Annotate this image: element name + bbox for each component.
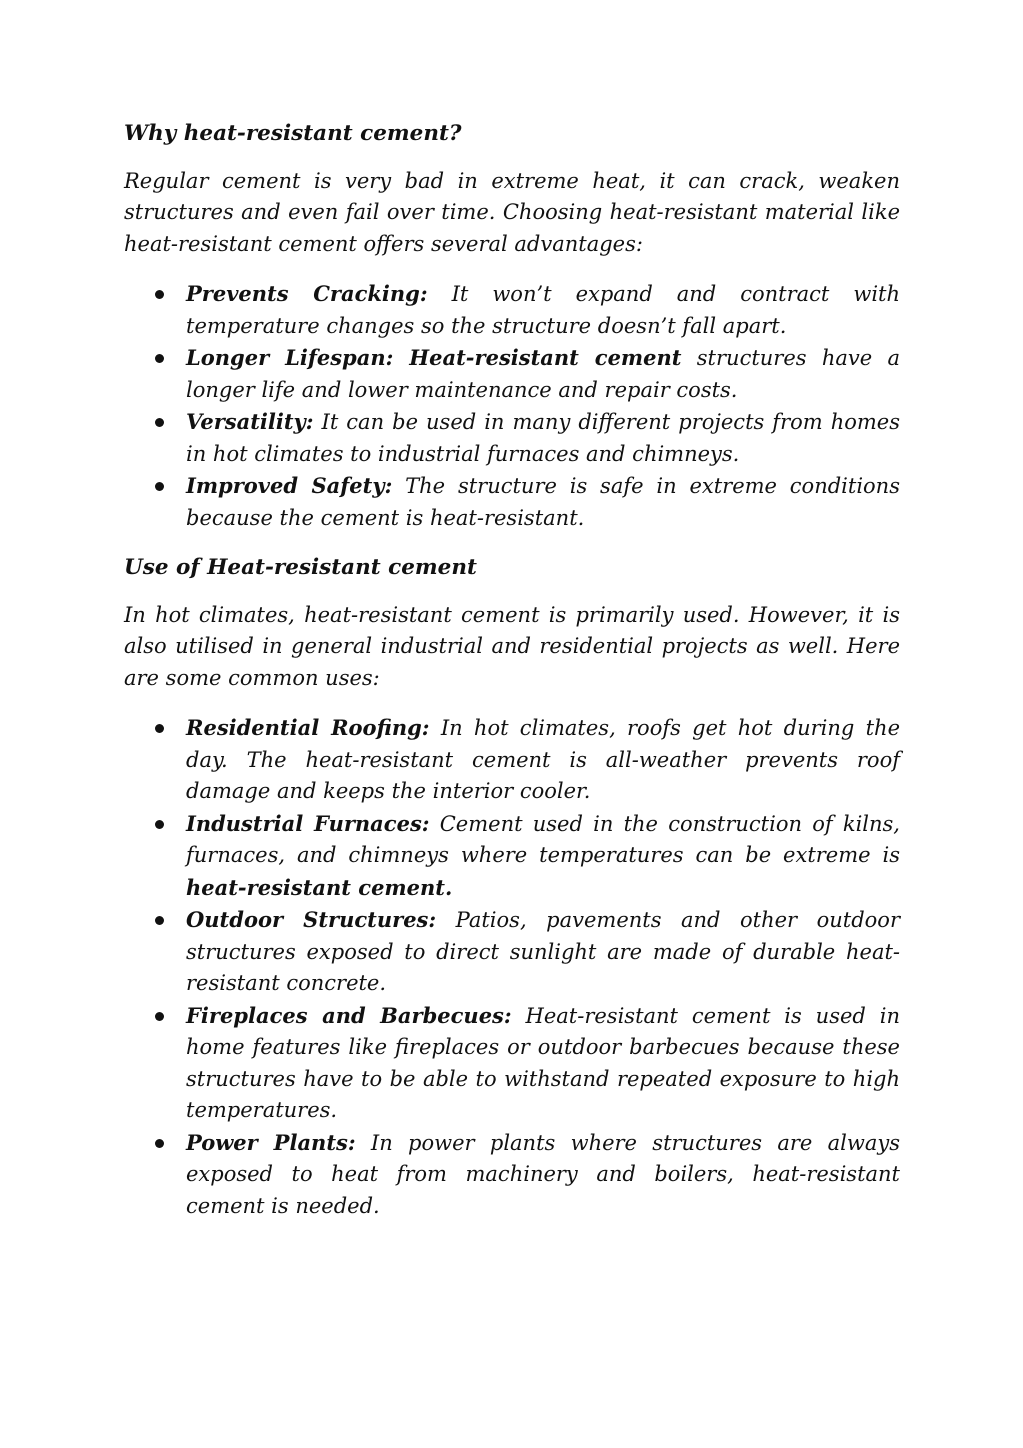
- list-item: [186, 470, 900, 534]
- item-text: The structure is safe in extreme conditions because the cement is heat-resistant.: [186, 474, 900, 530]
- bullet-icon: [155, 482, 164, 491]
- advantages-list: [124, 278, 900, 534]
- list-item: [186, 1127, 900, 1223]
- item-lead: Improved Safety:: [186, 473, 393, 498]
- item-lead: Outdoor Structures:: [186, 907, 437, 932]
- bullet-icon: [155, 916, 164, 925]
- item-text: It won’t expand and contract with temperature changes so the structure doesn’t fall apart.: [186, 282, 900, 338]
- item-lead: Fireplaces and Barbecues:: [186, 1002, 512, 1028]
- item-text: structures have a longer life and lower maintenance and repair costs.: [186, 346, 900, 402]
- item-lead: Versatility:: [186, 409, 314, 434]
- document-page: [124, 118, 900, 1240]
- list-item: [186, 1000, 900, 1127]
- bullet-icon: [155, 354, 164, 363]
- item-text: Patios, pavements and other outdoor structures exposed to direct sunlight are made of durable heat-resistant concrete.: [186, 908, 900, 995]
- section-heading: Use of Heat-resistant cement: [124, 555, 477, 580]
- item-text: Heat-resistant cement is used in home features like fireplaces or outdoor barbecues because these structures have to be able to withstand repeated exposure to high temperatures.: [186, 1003, 900, 1122]
- uses-list: [124, 712, 900, 1222]
- list-item: [186, 342, 900, 406]
- section-heading: Why heat-resistant cement?: [124, 121, 462, 146]
- item-lead: Industrial Furnaces:: [186, 810, 430, 836]
- item-lead: Residential Roofing:: [186, 715, 430, 740]
- bullet-icon: [155, 1139, 164, 1148]
- item-tail: heat-resistant cement.: [186, 874, 453, 900]
- bullet-icon: [155, 418, 164, 427]
- bullet-icon: [155, 290, 164, 299]
- list-item: [186, 808, 900, 905]
- item-text: In hot climates, roofs get hot during the day. The heat-resistant cement is all-weather prevents roof damage and keeps the interior cooler.: [186, 716, 901, 803]
- item-lead: Prevents Cracking:: [186, 281, 428, 306]
- list-item: [186, 406, 900, 470]
- bullet-icon: [155, 820, 164, 829]
- item-lead: Longer Lifespan: Heat-resistant cement: [186, 345, 682, 370]
- bullet-icon: [155, 724, 164, 733]
- item-text: Cement used in the construction of kilns, furnaces, and chimneys where temperatures can be extreme is: [186, 811, 900, 867]
- bullet-icon: [155, 1012, 164, 1021]
- list-item: [186, 278, 900, 342]
- list-item: [186, 904, 900, 1000]
- list-item: [186, 712, 900, 808]
- item-text: It can be used in many different projects from homes in hot climates to industrial furnaces and chimneys.: [186, 410, 900, 466]
- item-text: In power plants where structures are always exposed to heat from machinery and boilers, heat-resistant cement is needed.: [186, 1130, 901, 1218]
- item-lead: Power Plants:: [186, 1129, 356, 1155]
- section-intro: Regular cement is very bad in extreme heat, it can crack, weaken structures and even fail over time. Choosing heat-resistant material like heat-resistant cement offers several advantages:: [124, 168, 900, 256]
- section-intro: In hot climates, heat-resistant cement is primarily used. However, it is also utilised in general industrial and residential projects as well. Here are some common uses:: [124, 602, 900, 690]
